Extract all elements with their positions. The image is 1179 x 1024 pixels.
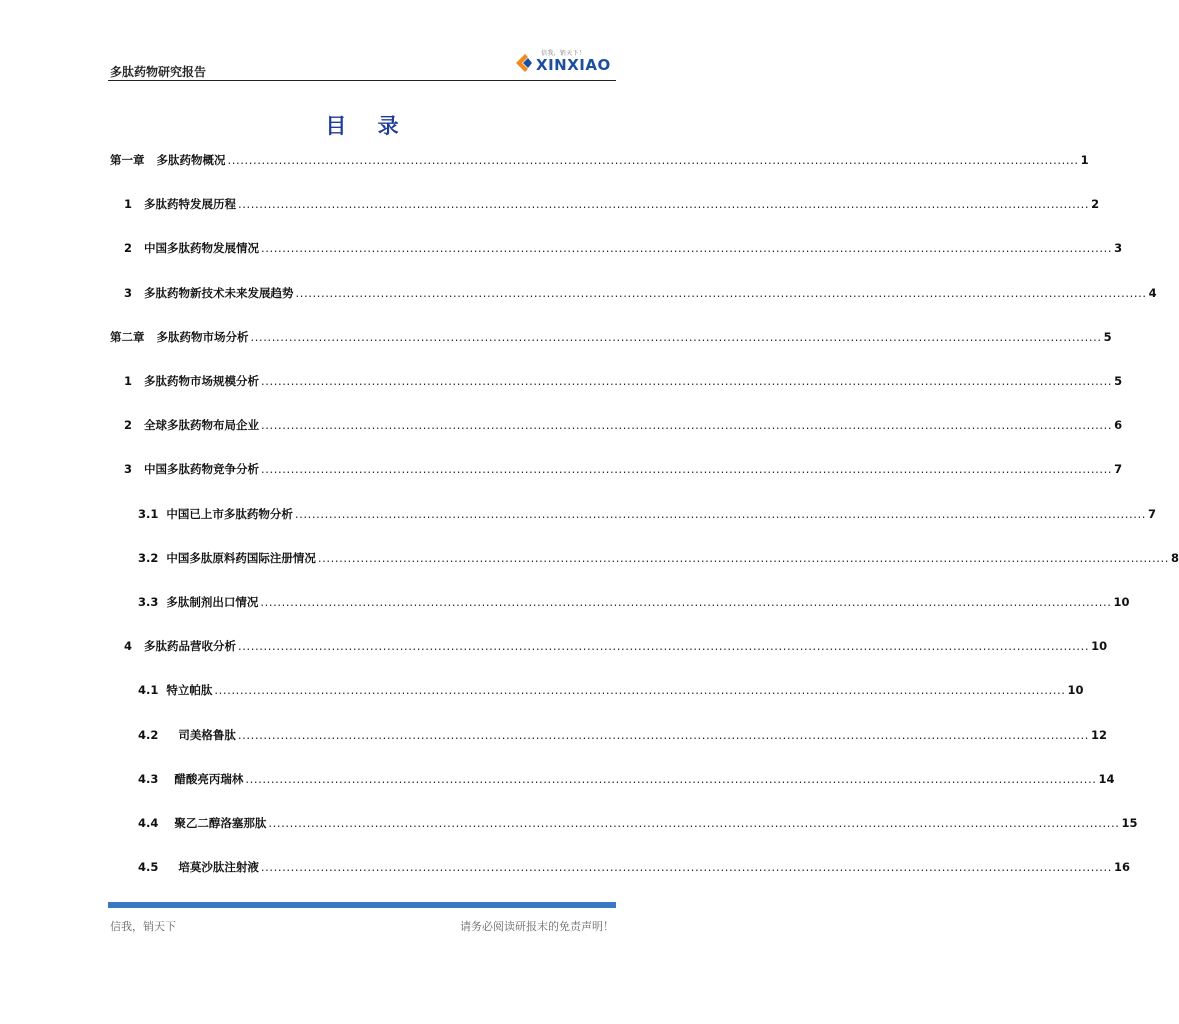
toc-leader-dots: ........................................................................................................................................................................................................ [260, 860, 1112, 875]
toc-entry-title: 中国多肽药物发展情况 [144, 241, 260, 256]
toc-entry[interactable] [138, 771, 1115, 787]
toc-entry-number: 2 [124, 418, 145, 433]
toc-leader-dots: ........................................................................................................................................................................................................ [261, 462, 1113, 477]
toc-entry-title: 醋酸亮丙瑞林 [174, 771, 244, 786]
toc-entry-title: 多肽制剂出口情况 [166, 595, 259, 609]
toc-entry-number: 2 [124, 241, 145, 256]
toc-leader-dots: ........................................................................................................................................................................................................ [237, 727, 1089, 742]
toc-entry-page: 4 [1148, 285, 1157, 300]
toc-title: 目 录 [325, 114, 411, 138]
toc-entry-title: 多肽药物市场分析 [156, 329, 249, 344]
toc-entry-title: 司美格鲁肽 [178, 727, 236, 742]
toc-leader-dots: ........................................................................................................................................................................................................ [227, 153, 1079, 167]
toc-entry-number: 第二章 [110, 329, 157, 344]
toc-entry-page: 5 [1114, 374, 1123, 388]
toc-leader-dots: ........................................................................................................................................................................................................ [294, 506, 1146, 521]
toc-leader-dots: ........................................................................................................................................................................................................ [261, 241, 1113, 256]
toc-entry[interactable] [124, 461, 1123, 477]
toc-entry-title: 多肽药物新技术未来发展趋势 [144, 285, 294, 300]
toc-entry-number: 4.2 [138, 727, 179, 742]
toc-entry-title: 聚乙二醇洛塞那肽 [174, 816, 267, 830]
toc-entry-number: 3.2 [138, 550, 167, 565]
toc-entry-number: 1 [124, 197, 145, 212]
toc-entry-page: 3 [1114, 241, 1123, 256]
toc-entry-number: 4 [124, 639, 145, 654]
logo-tagline: 信我，销天下！ [541, 50, 586, 57]
toc-leader-dots: ........................................................................................................................................................................................................ [261, 374, 1113, 388]
toc-entry-page: 12 [1091, 727, 1108, 742]
toc-entry-number: 3 [124, 462, 145, 477]
toc-entry[interactable] [124, 417, 1123, 433]
toc-entry-title: 多肽药特发展历程 [144, 197, 237, 212]
toc-leader-dots: ........................................................................................................................................................................................................ [238, 197, 1090, 212]
toc-entry[interactable] [124, 285, 1157, 301]
toc-entry[interactable] [124, 240, 1123, 256]
toc-entry-number: 3.1 [138, 506, 167, 521]
footer-disclaimer: 请务必阅读研报末的免责声明！ [460, 920, 614, 933]
report-title: 多肽药物研究报告 [110, 65, 207, 79]
toc-entry[interactable] [124, 638, 1108, 654]
toc-entry-title: 特立帕肽 [166, 683, 213, 698]
toc-entry[interactable] [138, 859, 1131, 875]
toc-entry-page: 10 [1091, 639, 1108, 654]
toc-entry-page: 15 [1121, 816, 1138, 830]
toc-entry-page: 2 [1091, 197, 1100, 212]
toc-entry-title: 全球多肽药物布局企业 [144, 418, 260, 433]
toc-entry-number: 4.5 [138, 860, 179, 875]
toc-entry-number: 1 [124, 374, 145, 388]
toc-entry-title: 培莫沙肽注射液 [178, 860, 259, 875]
toc-entry[interactable] [110, 152, 1089, 168]
toc-entry-page: 7 [1148, 506, 1157, 521]
toc-entry-title: 中国多肽药物竞争分析 [144, 462, 260, 477]
toc-leader-dots: ........................................................................................................................................................................................................ [268, 816, 1120, 830]
toc-entry-number: 4.3 [138, 771, 175, 786]
toc-entry-title: 中国多肽原料药国际注册情况 [166, 550, 316, 565]
toc-entry-page: 16 [1114, 860, 1131, 875]
footer-bar [108, 902, 616, 908]
toc-entry-number: 3 [124, 285, 145, 300]
toc-entry-title: 中国已上市多肽药物分析 [166, 506, 293, 521]
toc-entry-page: 7 [1114, 462, 1123, 477]
toc-entry-number: 第一章 [110, 153, 157, 167]
toc-entry-number: 4.4 [138, 816, 175, 830]
toc-entry[interactable] [138, 594, 1130, 610]
toc-entry-title: 多肽药物市场规模分析 [144, 374, 260, 388]
toc-entry-page: 10 [1113, 595, 1130, 609]
toc-entry[interactable] [110, 329, 1112, 345]
toc-leader-dots: ........................................................................................................................................................................................................ [250, 329, 1102, 344]
toc-entry[interactable] [138, 506, 1157, 522]
toc-entry-page: 8 [1171, 550, 1179, 565]
toc-entry[interactable] [138, 682, 1084, 698]
toc-entry-page: 6 [1114, 418, 1123, 433]
footer-slogan: 信我，销天下 [110, 920, 176, 933]
toc-entry-number: 4.1 [138, 683, 167, 698]
toc-entry-page: 14 [1098, 771, 1115, 786]
toc-entry-number: 3.3 [138, 595, 167, 609]
toc-leader-dots: ........................................................................................................................................................................................................ [295, 285, 1147, 300]
toc-entry-page: 5 [1103, 329, 1112, 344]
toc-entry-title: 多肽药品营收分析 [144, 639, 237, 654]
toc-leader-dots: ........................................................................................................................................................................................................ [317, 550, 1169, 565]
toc-entry[interactable] [138, 727, 1108, 743]
toc-entry-page: 10 [1067, 683, 1084, 698]
toc-leader-dots: ........................................................................................................................................................................................................ [261, 418, 1113, 433]
toc-entry[interactable] [124, 196, 1100, 212]
toc-entry[interactable] [138, 550, 1179, 566]
toc-leader-dots: ........................................................................................................................................................................................................ [245, 771, 1097, 786]
toc-entry[interactable] [124, 373, 1123, 389]
toc-leader-dots: ........................................................................................................................................................................................................ [260, 595, 1112, 609]
toc-entry[interactable] [138, 815, 1138, 831]
toc-leader-dots: ........................................................................................................................................................................................................ [238, 639, 1090, 654]
toc-leader-dots: ........................................................................................................................................................................................................ [214, 683, 1066, 698]
toc-entry-page: 1 [1080, 153, 1089, 167]
logo-name: XINXIAO [536, 56, 611, 74]
toc-entry-title: 多肽药物概况 [156, 153, 226, 167]
